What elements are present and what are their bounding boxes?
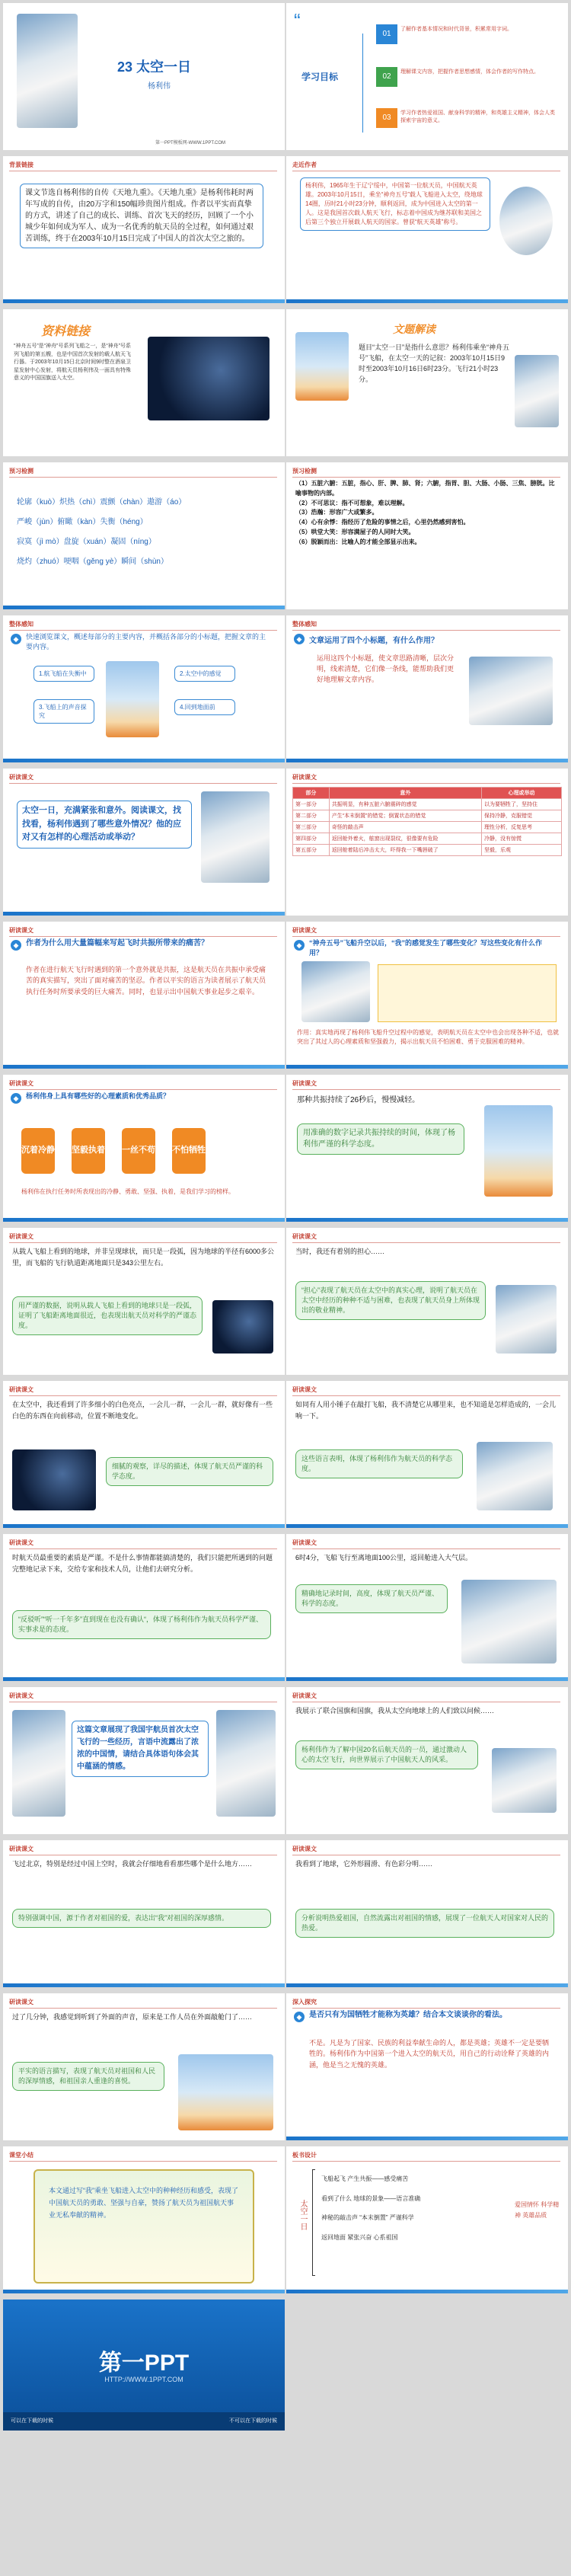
- table-row: 第五部分 返回舱着陆后冲击太大，吓得我一下嘴唇破了 坚毅，乐观: [293, 845, 562, 856]
- bulb-icon: ◆: [294, 2012, 305, 2022]
- material-text: “神舟五号”是“神舟”号系列飞船之一，是“神舟”号系列飞船的第五艘，也是中国首次发射的载人航天飞行器。于2003年10月15日北京时间9时整在酒泉卫星发射中心发射，将航天员杨利伟及一面具有特殊意义的中国国旗送入太空。: [14, 344, 132, 381]
- template-footer: 第一PPT模板网-WWW.1PPT.COM: [155, 141, 225, 145]
- bulb-icon: ◆: [11, 1093, 21, 1104]
- quote-icon: “: [294, 9, 301, 32]
- slide-pronunciation: 预习检测 轮廓（kuò）炽热（chì）震颤（chàn）遨游（áo） 严峻（jùn）俯瞰（kàn）失衡（héng） 寂寞（jì mò）盘旋（xuán）凝固（níng） 烧灼（zhuó）哽咽（gěng yè）瞬间（shùn）: [3, 462, 285, 609]
- space-photo: [148, 337, 270, 420]
- title-explain-text: 题目“太空一日”是指什么意思？杨利伟乘坐“神舟五号”飞船，在太空一天的记叙：2003年10月15日9时至2003年10月16日6时23分。飞行21小时23分。: [359, 344, 509, 383]
- slide-read-11: 研读课文 时航天员最重要的素质是严谨。不是什么事情都能搞清楚的，我们只能把所遇到的问题完整地记录下来，交给专家和技术人员，让他们去研究分析。 “反驳听”“听一千年多”直到现在也没有确认“，体现了杨利伟作为航天员科学严谨、实事求是的态度。: [3, 1534, 285, 1681]
- slide-read-7: 研读课文 从载人飞船上看到的地球，并非呈现球状，而只是一段弧，因为地球的半径有6000多公里，而飞船的飞行轨道距离地面只是343公里左右。 用严谨的数据，说明从载人飞船上看到的地球只是一段弧，证明了飞船距离地面很近，也表现出航天员对科学的严谨态度。: [3, 1228, 285, 1375]
- slide-goals: “ 学习目标 01 了解作者基本情况和时代背景，积累常用字词。 02 理解课文内容，把握作者思想感情，体会作者的写作特点。 03 学习作者热爱祖国、献身科学的精神，和英雄主义精神，体会人类探索宇宙的意义。: [286, 3, 568, 150]
- goals-title: 学习目标: [301, 72, 339, 82]
- author-text: 杨利伟，1965年生于辽宁绥中，中国第一位航天员，中国航天英雄。2003年10月15日，乘坐“神舟五号”载人飞船进入太空，绕地球14圈，历时21小时23分钟，顺利返回，成为中国进入太空的第一人。这是我国首次载人航天飞行，标志着中国成为继苏联和美国之后第三个独立开展载人航天的国家。曾获“航天英雄”称号。: [300, 177, 490, 231]
- slide-read-15: 研读课文 飞过北京，特别是经过中国上空时，我就会仔细地看看那些哪个是什么地方…… 特别强调中国，源于作者对祖国的爱，表达出“我”对祖国的深厚感情。: [3, 1840, 285, 1987]
- lesson-title: 23 太空一日: [117, 59, 192, 75]
- slide-brand: 第一PPT HTTP://WWW.1PPT.COM 可以在下载的时候 不可以在下载的时候: [3, 2300, 285, 2431]
- table-row: 第一部分 共振明显，有种五脏六腑震碎的感觉 以为要牺牲了，坚持住: [293, 799, 562, 810]
- slide-read-13: 研读课文 这篇文章展现了我国宇航员首次太空飞行的一些经历，言语中流露出了浓浓的中国情，请结合具体语句体会其中蕴涵的情感。: [3, 1687, 285, 1834]
- author-photo: [499, 187, 553, 255]
- table-row: 第二部分 产生“本末倒置”的错觉；倒置状态的错觉 保持冷静，克服错觉: [293, 810, 562, 822]
- slide-read-6: 研读课文 那种共振持续了26秒后，慢慢减轻。 用准确的数字记录共振持续的时间，体现了杨利伟严谨的科学态度。: [286, 1075, 568, 1222]
- bulb-icon: ◆: [11, 940, 21, 951]
- slide-read-9: 研读课文 在太空中，我还看到了许多细小的白色亮点，一会儿一群，一会儿一群，就好像有一些白色的东西在向前移动，位置不断地变化。 细腻的观察，详尽的描述，体现了航天员严谨的科学态度。: [3, 1381, 285, 1528]
- slide-read-1: 研读课文 太空一日，充满紧张和意外。阅读课文，找找看，杨利伟遇到了哪些意外情况？他的应对又有怎样的心理活动或举动？: [3, 769, 285, 916]
- slide-subtitles: 整体感知 ◆ 文章运用了四个小标题，有什么作用？ 运用这四个小标题，使文章思路清晰，层次分明，线索清楚，它们像一条线，能帮助我们更好地理解文章内容。: [286, 615, 568, 762]
- slide-read-5: 研读课文 ◆ 杨利伟身上具有哪些好的心理素质和优秀品质？ 沉着冷静 坚毅执着 一丝不苟 不怕牺牲 杨利伟在执行任务时所表现出的冷静、勇敢、坚强、执着，是我们学习的榜样。: [3, 1075, 285, 1222]
- brand-logo: 第一PPT: [98, 2351, 190, 2376]
- slide-vocab: 预习检测 （1）五脏六腑：五脏，指心、肝、脾、肺、肾；六腑，指胃、胆、大肠、小肠、三焦、膀胱。比喻事物的内部。 （2）不可思议：指不可想象，难以理解。 （3）浩瀚：形容广大或繁多。 （4）心有余悸：指经历了危险的事情之后，心里仍然感到害怕。 （5）哄堂大笑：形容满屋子的人同时大笑。 （6）脱颖而出：比喻人的才能全部显示出来。: [286, 462, 568, 609]
- slide-summary: 课堂小结 本文通过写“我”乘坐飞船进入太空中的种种经历和感受，表现了中国航天员的勇敢、坚强与自豪，赞扬了航天员为祖国航天事业无私奉献的精神。: [3, 2146, 285, 2293]
- slide-overview: 整体感知 ◆ 快速浏览课文，概述每部分的主要内容，并概括各部分的小标题，把握文章的主要内容。 1.航飞船在失衡中 3.飞船上的声音探究 2.太空中的感觉 4.回到地面前: [3, 615, 285, 762]
- slide-read-12: 研读课文 6时4分，飞船飞行至离地面100公里，返回舱进入大气层。 精确地记录时间，高度，体现了航天员严谨、科学的态度。: [286, 1534, 568, 1681]
- quality-tag: 一丝不苟: [122, 1128, 155, 1174]
- table-row: 第四部分 返回舱外着火，舷窗出现裂纹，很像要有危险 冷静，没有惊慌: [293, 833, 562, 845]
- slide-read-3: 研读课文 ◆ 作者为什么用大量篇幅来写起飞时共振所带来的痛苦？ 作者在进行航天飞行时遇到的第一个意外就是共振，这是航天员在共振中承受痛苦的真实描写，突出了面对痛苦的坚忍。作者以平实的语言为读者展示了航天员执行任务时所要承受的巨大痛苦。同时，也显示出中国航天事业起步之艰辛。: [3, 922, 285, 1069]
- lesson-author: 杨利伟: [148, 82, 171, 91]
- slide-title: [3, 3, 285, 150]
- quality-tag: 沉着冷静: [21, 1128, 55, 1174]
- quality-tag: 坚毅执着: [72, 1128, 105, 1174]
- events-table: 部分 意外 心理或举动 第一部分 共振明显，有种五脏六腑震碎的感觉 以为要牺牲了，坚持住 第二部分 产生“本末倒置”的错觉；倒置状态的错觉 保持冷静，克服错觉 第三部分 奇怪的敲击声 理性分析，反复思考 第四部分 返回舱外着火，舷窗出现裂纹，很像要有危险 冷静，没有惊慌 第五部分 返回舱着陆后冲击太大，吓得我一下嘴唇破了 坚毅，乐观: [292, 787, 562, 856]
- slide-explore: 深入探究 ◆ 是否只有为国牺牲才能称为英雄？结合本文谈谈你的看法。 不是。凡是为了国家、民族的利益奉献生命的人，都是英雄；英雄不一定是要牺牲的。杨利伟作为中国第一个进入太空的航天员，用自己的行动诠释了英雄的内涵，他是当之无愧的英雄。: [286, 1993, 568, 2140]
- slide-read-table: 研读课文 部分 意外 心理或举动 第一部分 共振明显，有种五脏六腑震碎的感觉 以为要牺牲了，坚持住 第二部分 产生“本末倒置”的错觉；倒置状态的错觉 保持冷静，克服错觉 第三部分 奇怪的敲击声 理性分析，反复思考 第四部分 返回舱外着火，舷窗出现裂纹，很像要有危险 冷静，没有惊慌 第五部分 返回舱着陆后冲击太大，吓得我一下嘴唇破了 坚毅，乐观: [286, 769, 568, 916]
- slide-read-14: 研读课文 我展示了联合国旗和国旗，我从太空向地球上的人们致以问候…… 杨利伟作为了解中国20名后航天员的一员，通过激动人心的太空飞行，向世界展示了中国航天人的风采。: [286, 1687, 568, 1834]
- slide-read-4: 研读课文 ◆ “神舟五号”飞船升空以后，“我”的感觉发生了哪些变化？写这些变化有什么作用？ 作用：真实地再现了杨利伟飞船升空过程中的感觉，表明航天员在太空中也会出现各种不适，也就突出了其过人的心理素质和坚强毅力，揭示出航天员不怕困难、勇于克服困难的精神。: [286, 922, 568, 1069]
- rocket-photo: [295, 332, 349, 401]
- slide-read-16: 研读课文 我看到了地球，它外形圆滑、有色彩分明…… 分析说明热爱祖国，自然流露出对祖国的情感，展现了一位航天人对国家对人民的热爱。: [286, 1840, 568, 1987]
- bulb-icon: ◆: [11, 634, 21, 644]
- background-text: 课文节选自杨利伟的自传《天地九重》。《天地九重》是杨利伟耗时两年写成的自传，由20万字和150幅珍贵图片组成。作者以平实而真挚的方式，讲述了自己的成长、训练、首次飞天的经历，回顾了一个小城少年如何成为军人、成为一名优秀的航天员的全过程，如何通过艰苦训练，终于在2003年10月15日完成了中国人的首次太空之旅的。: [20, 184, 263, 248]
- slide-board: 板书设计 太空一日 飞船起飞 产生共振——感受痛苦 看到了什么 地球的景象——语言准确 神秘的敲击声 “本末倒置” 严谨科学 返回地面 紧张兴奋 心系祖国 爱国情怀 科学精神 英雄品质: [286, 2146, 568, 2293]
- slide-read-10: 研读课文 如同有人用小锤子在敲打飞船，我不清楚它从哪里来，也不知道是怎样造成的，一会儿响一下。 这些语言表明，体现了杨利伟作为航天员的科学态度。: [286, 1381, 568, 1528]
- slide-material: 资料链接 “神舟五号”是“神舟”号系列飞船之一，是“神舟”号系列飞船的第五艘，也是中国首次发射的载人航天飞行器。于2003年10月15日北京时间9时整在酒泉卫星发射中心发射，将航天员杨利伟及一面具有特殊意义的中国国旗送入太空。: [3, 309, 285, 456]
- astronaut-photo: [17, 14, 78, 128]
- slide-title-explain: 文题解读 题目“太空一日”是指什么意思？杨利伟乘坐“神舟五号”飞船，在太空一天的记叙：2003年10月15日9时至2003年10月16日6时23分。飞行21小时23分。: [286, 309, 568, 456]
- bulb-icon: ◆: [294, 634, 305, 644]
- quality-tag: 不怕牺牲: [172, 1128, 206, 1174]
- bulb-icon: ◆: [294, 940, 305, 951]
- vocab-list: （1）五脏六腑：五脏，指心、肝、脾、肺、肾；六腑，指胃、胆、大肠、小肠、三焦、膀胱。比喻事物的内部。 （2）不可思议：指不可想象，难以理解。 （3）浩瀚：形容广大或繁多。 （4）心有余悸：指经历了危险的事情之后，心里仍然感到害怕。 （5）哄堂大笑：形容满屋子的人同时大笑。 （6）脱颖而出：比喻人的才能全部显示出来。: [295, 480, 555, 545]
- slide-read-8: 研读课文 当时，我还有着别的担心…… “担心”表现了航天员在太空中的真实心理，说明了航天员在太空中经历的种种不适与困难，也表现了航天员身上所体现出的敬业精神。: [286, 1228, 568, 1375]
- rocket-photo: [106, 661, 159, 737]
- slide-read-17: 研读课文 过了几分钟，我感觉到听到了外面的声音，原来是工作人员在外面敲舱门了…… 平实的语言描写，表现了航天员对祖国和人民的深厚情感，和祖国亲人重逢的喜悦。: [3, 1993, 285, 2140]
- slide-background: 背景链接 课文节选自杨利伟的自传《天地九重》。《天地九重》是杨利伟耗时两年写成的自传，由20万字和150幅珍贵图片组成。作者以平实而真挚的方式，讲述了自己的成长、训练、首次飞天的经历，回顾了一个小城少年如何成为军人、成为一名优秀的航天员的全过程，如何通过艰苦训练，终于在2003年10月15日完成了中国人的首次太空之旅的。: [3, 156, 285, 303]
- pronunciation-list: 轮廓（kuò）炽热（chì）震颤（chàn）遨游（áo） 严峻（jùn）俯瞰（kàn）失衡（héng） 寂寞（jì mò）盘旋（xuán）凝固（níng） 烧灼（zhuó）哽咽（gěng yè）瞬间（shùn）: [17, 498, 187, 566]
- table-row: 第三部分 奇怪的敲击声 理性分析，反复思考: [293, 822, 562, 833]
- slide-author: 走近作者 杨利伟，1965年生于辽宁绥中，中国第一位航天员，中国航天英雄。2003年10月15日，乘坐“神舟五号”载人飞船进入太空，绕地球14圈，历时21小时23分钟，顺利返回，成为中国进入太空的第一人。这是我国首次载人航天飞行，标志着中国成为继苏联和美国之后第三个独立开展载人航天的国家。曾获“航天英雄”称号。: [286, 156, 568, 303]
